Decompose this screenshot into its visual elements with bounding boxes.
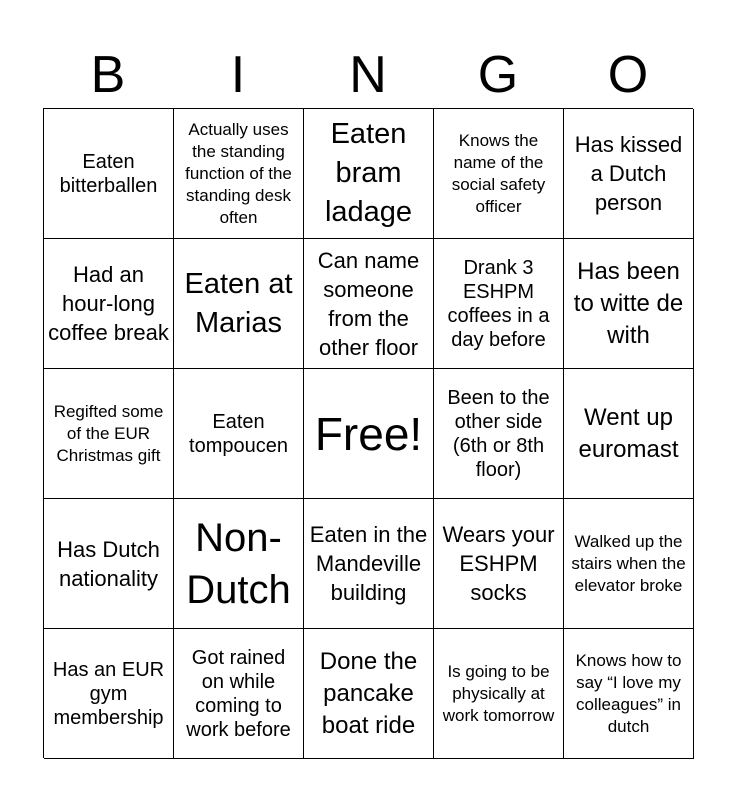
bingo-cell[interactable]: Actually uses the standing function of the standing desk often (174, 109, 304, 239)
header-letter-g: G (477, 46, 519, 104)
bingo-cell[interactable]: Regifted some of the EUR Christmas gift (44, 369, 174, 499)
bingo-cell[interactable]: Eaten tompoucen (174, 369, 304, 499)
bingo-cell[interactable]: Has Dutch nationality (44, 499, 174, 629)
bingo-cell[interactable]: Wears your ESHPM socks (434, 499, 564, 629)
bingo-cell[interactable]: Done the pancake boat ride (304, 629, 434, 759)
bingo-cell[interactable]: Has been to witte de with (564, 239, 694, 369)
bingo-header (43, 44, 693, 106)
bingo-cell[interactable]: Drank 3 ESHPM coffees in a day before (434, 239, 564, 369)
bingo-cell[interactable]: Been to the other side (6th or 8th floor) (434, 369, 564, 499)
bingo-cell[interactable]: Eaten bitterballen (44, 109, 174, 239)
free-cell[interactable]: Free! (304, 369, 434, 499)
bingo-cell[interactable]: Can name someone from the other floor (304, 239, 434, 369)
bingo-cell[interactable]: Eaten bram ladage (304, 109, 434, 239)
bingo-cell[interactable]: Eaten at Marias (174, 239, 304, 369)
bingo-cell[interactable]: Eaten in the Mandeville building (304, 499, 434, 629)
bingo-cell[interactable]: Is going to be physically at work tomorrow (434, 629, 564, 759)
bingo-cell[interactable]: Has an EUR gym membership (44, 629, 174, 759)
bingo-cell[interactable]: Went up euromast (564, 369, 694, 499)
bingo-cell[interactable]: Had an hour-long coffee break (44, 239, 174, 369)
bingo-grid (43, 108, 693, 758)
bingo-cell[interactable]: Knows the name of the social safety officer (434, 109, 564, 239)
bingo-cell[interactable]: Non-Dutch (174, 499, 304, 629)
bingo-cell[interactable]: Knows how to say “I love my colleagues” in dutch (564, 629, 694, 759)
bingo-cell[interactable]: Walked up the stairs when the elevator broke (564, 499, 694, 629)
header-letter-o: O (607, 46, 649, 104)
header-letter-b: B (90, 46, 126, 104)
bingo-cell[interactable]: Got rained on while coming to work before (174, 629, 304, 759)
bingo-cell[interactable]: Has kissed a Dutch person (564, 109, 694, 239)
header-letter-n: N (349, 46, 387, 104)
header-letter-i: I (230, 46, 246, 104)
